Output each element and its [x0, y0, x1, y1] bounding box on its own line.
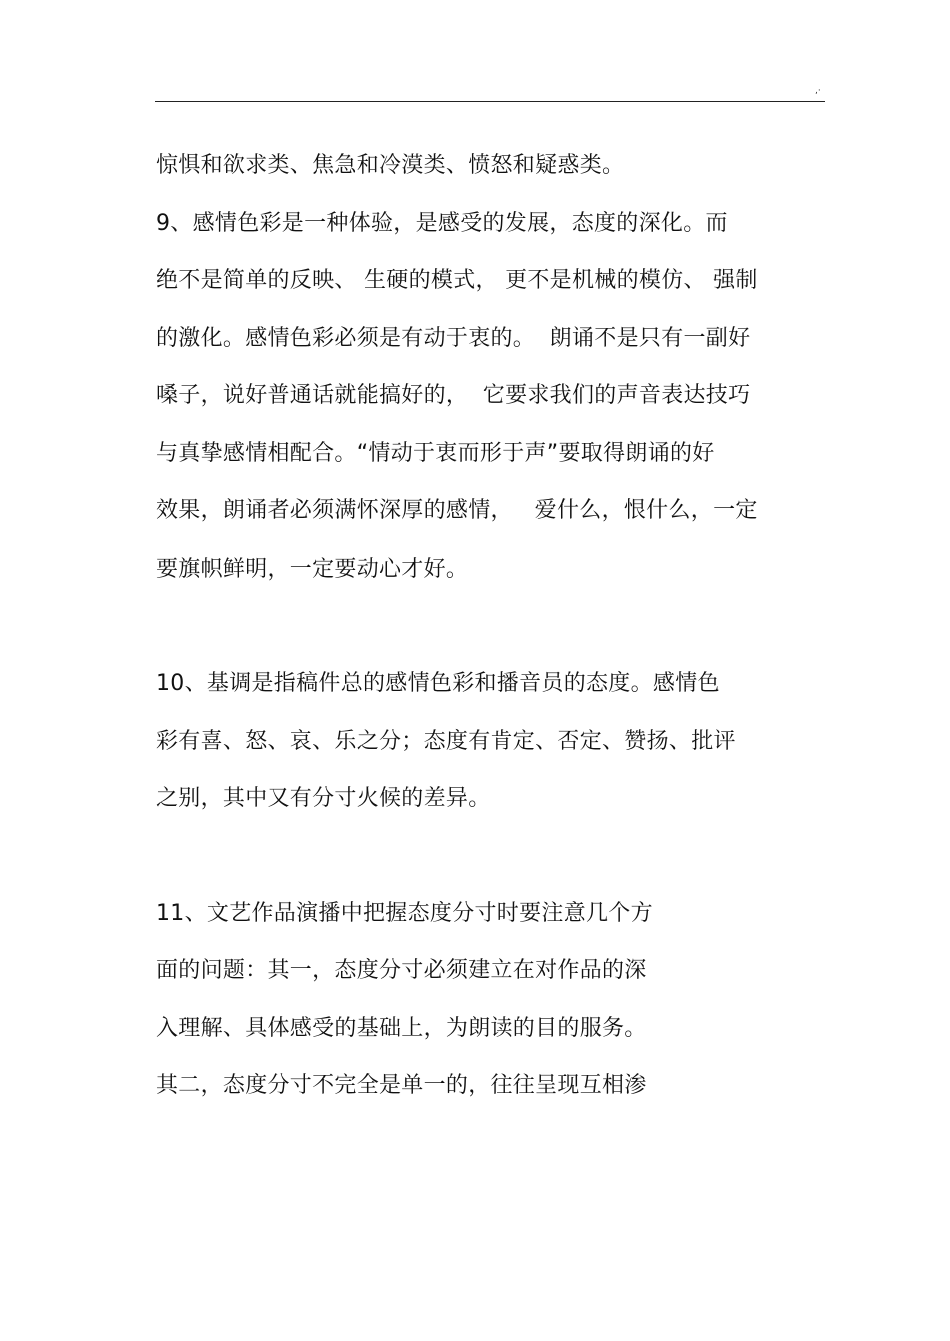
text-line: 惊惧和欲求类、焦急和冷漠类、愤怒和疑惑类。 [156, 153, 625, 178]
text-line: 与真挚感情相配合。“情动于衷而形于声”要取得朗诵的好 [156, 441, 715, 466]
text-line: 9、感情色彩是一种体验，是感受的发展，态度的深化。而 [156, 211, 728, 236]
header-mark: ,· [815, 86, 821, 96]
text-line: 要旗帜鲜明，一定要动心才好。 [156, 557, 469, 582]
text-line: 11、文艺作品演播中把握态度分寸时要注意几个方 [156, 901, 653, 926]
text-line: 之别，其中又有分寸火候的差异。 [156, 786, 491, 811]
text-line: 面的问题：其一，态度分寸必须建立在对作品的深 [156, 958, 647, 983]
text-line: 彩有喜、怒、哀、乐之分；态度有肯定、否定、赞扬、批评 [156, 729, 736, 754]
text-line: 绝不是简单的反映、 生硬的模式， 更不是机械的模仿、 强制 [156, 268, 758, 293]
text-line: 嗓子，说好普通话就能搞好的， 它要求我们的声音表达技巧 [156, 383, 751, 408]
text-line: 其二，态度分寸不完全是单一的，往往呈现互相渗 [156, 1073, 647, 1098]
text-line: 10、基调是指稿件总的感情色彩和播音员的态度。感情色 [156, 671, 720, 696]
header-rule [155, 101, 825, 102]
text-line: 的激化。感情色彩必须是有动于衷的。 朗诵不是只有一副好 [156, 326, 751, 351]
text-line: 效果，朗诵者必须满怀深厚的感情， 爱什么，恨什么，一定 [156, 498, 758, 523]
text-line: 入理解、具体感受的基础上，为朗读的目的服务。 [156, 1016, 647, 1041]
